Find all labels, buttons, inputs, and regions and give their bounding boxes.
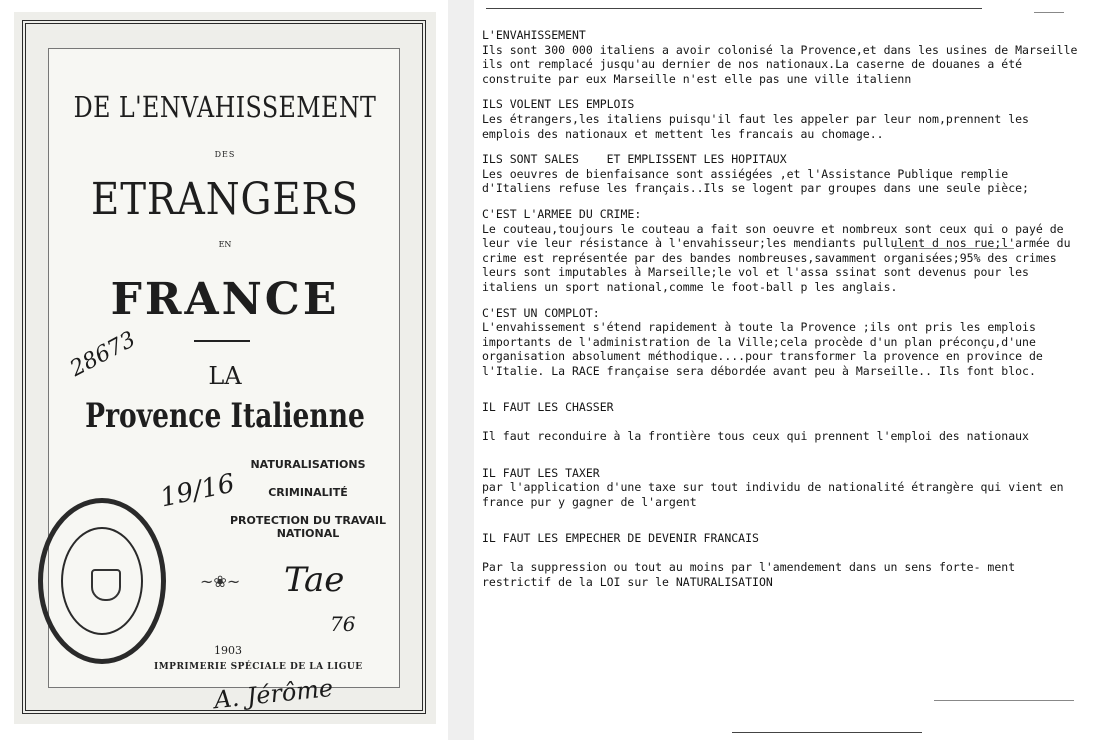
section-body: L'envahissement s'étend rapidement à toute la Provence ;ils ont pris les emplois importants de l'administration de la Ville;cela procède d'un plan préconçu,d'une organisation absolument méthodique....pour transformer la provence en province de l'Italie. La RACE française sera débordée avant peu à Marseille.. Ils font bloc. [482,320,1043,378]
section-body: Les étrangers,les italiens puisqu'il faut les appeler par leur nom,prennent les emplois des nationaux et mettent les francais au chomage.. [482,111,1029,141]
topic-naturalisations: NATURALISATIONS [250,458,366,471]
section-body: Ils sont 300 000 italiens a avoir colonisé la Provence,et dans les usines de Marseille ils ont remplacé jusqu'au dernier de nos nationaux.La caserne de douanes a été construite par eux Marseille n'est elle pas une ville italienn [482,42,1078,86]
handwritten-signature: A. Jérôme [212,673,335,715]
cover-title-line1: DE L'ENVAHISSEMENT [73,90,377,124]
section-heading: C'EST L'ARMEE DU CRIME: [482,206,642,221]
section [482,152,1084,196]
section-heading: C'EST UN COMPLOT: [482,305,600,320]
typed-tract-page [474,0,1095,740]
library-stamp-seal [38,498,166,664]
cover-title-en: EN [218,240,232,249]
cover-title-des: DES [214,150,236,159]
section-heading: ILS SONT SALES ET EMPLISSENT LES HOPITAUX [482,152,787,167]
section [482,466,1084,510]
cover-title-line2: ETRANGERS [91,174,359,225]
section [482,400,1084,443]
section [482,97,1084,141]
cover-topics [228,458,388,555]
handwritten-fraction: 19/16 [157,468,238,514]
noise-mark [934,700,1074,701]
cover-title-line3: FRANCE [110,274,340,325]
top-rule [486,8,982,9]
tract-text [482,28,1084,600]
topic-protection: PROTECTION DU TRAVAIL NATIONAL [230,513,386,541]
section-heading: IL FAUT LES EMPECHER DE DEVENIR FRANCAIS [482,531,759,546]
cover-subtitle-la: LA [208,362,242,390]
stamp-inner-ring [61,527,143,635]
section [482,28,1084,86]
section-body: Il faut reconduire à la frontière tous ceux qui prennent l'emploi des nationaux [482,429,1029,444]
section [482,207,1084,295]
bottom-rule [732,732,922,733]
spacer [482,415,1084,429]
noise-mark [1034,12,1064,13]
coat-of-arms-icon [91,569,121,601]
ornament-icon: ~❀~ [200,572,241,591]
spacer [482,546,1084,560]
section-body: Par la suppression ou tout au moins par l'amendement dans un sens forte- ment restrictif de la LOI sur le NATURALISATION [482,560,1016,589]
section-body: Le couteau,toujours le couteau a fait son oeuvre et nombreux sont ceux qui o payé de leur vie leur résistance à l'envahisseur;les mendiants pullulent d nos rue;l'armée du crime est représentée par des bandes nombreuses,savamment organisées;95% des crimes leurs sont imputables à Marseille;le vol et l'assa ssinat sont devenus pour les italiens un sport national,comme le foot-ball p les anglais. [482,221,1071,294]
section-heading: ILS VOLENT LES EMPLOIS [482,97,635,112]
publication-year: 1903 [214,644,242,657]
section-heading: IL FAUT LES CHASSER [482,400,614,415]
section-heading: IL FAUT LES TAXER [482,465,600,480]
topic-criminalite: CRIMINALITÉ [268,485,348,499]
section-body: Les oeuvres de bienfaisance sont assiégées ,et l'Assistance Publique remplie d'Italiens refuse les français..Ils se logent par groupes dans une seule pièce; [482,166,1029,196]
handwritten-code: 76 [330,612,356,636]
book-cover-photocopy [0,0,448,740]
handwritten-mark: Tae [284,560,345,600]
section-heading: L'ENVAHISSEMENT [482,28,586,42]
cover-page [14,12,436,724]
page-gutter [448,0,474,740]
cover-subtitle-provence: Provence Italienne [85,396,365,436]
handwritten-number: 28673 [66,327,140,382]
section [482,306,1084,379]
section [482,531,1084,589]
printer-imprint: IMPRIMERIE SPÉCIALE DE LA LIGUE [154,662,363,672]
cover-divider [194,340,250,342]
section-body: par l'application d'une taxe sur tout individu de nationalité étrangère qui vient en france pur y gagner de l'argent [482,480,1064,509]
